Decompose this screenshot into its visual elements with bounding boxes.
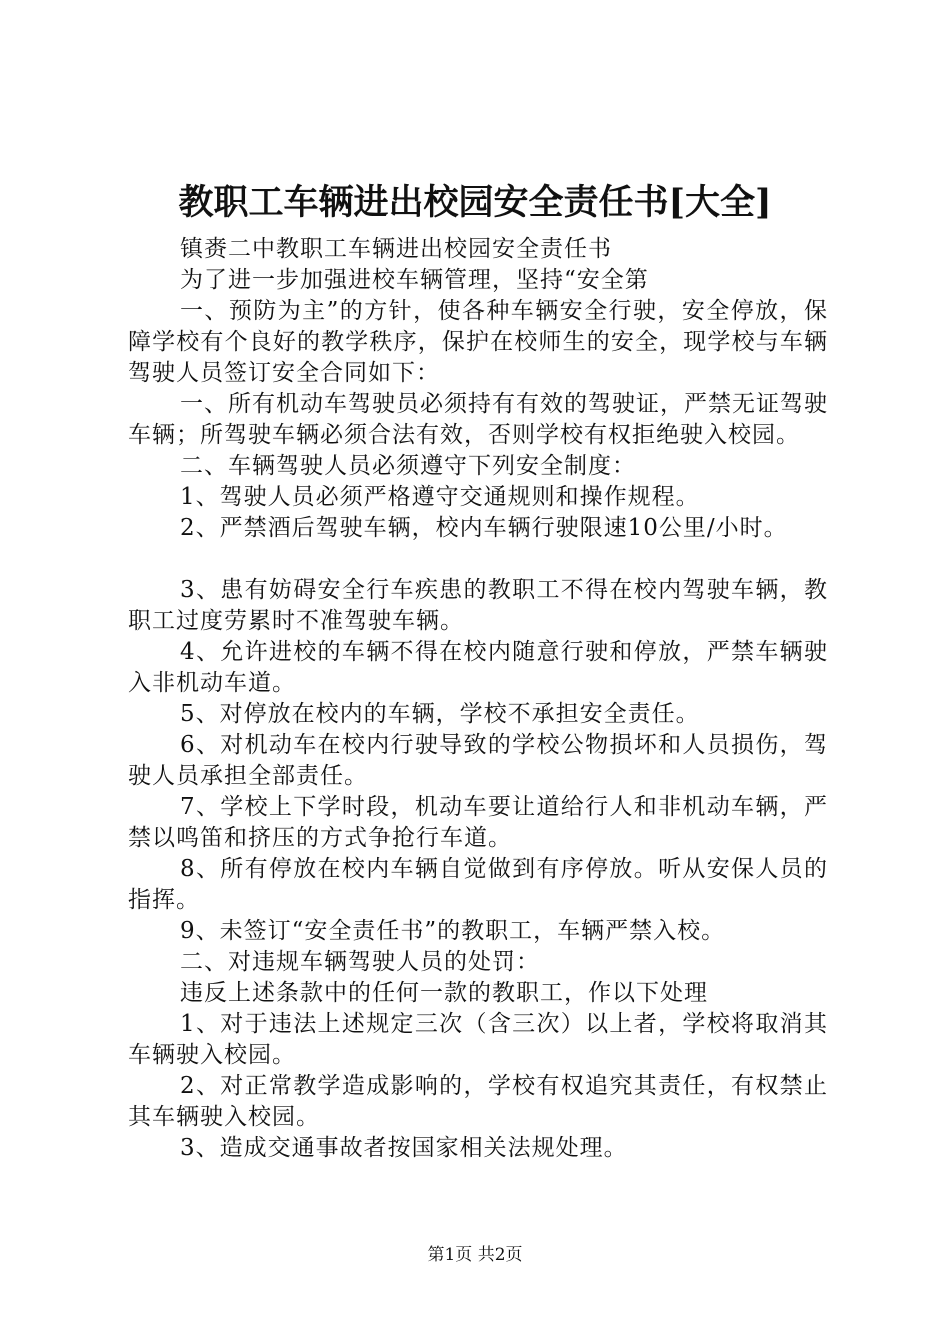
paragraph: 4、允许进校的车辆不得在校内随意行驶和停放，严禁车辆驶入非机动车道。	[128, 639, 828, 696]
paragraph: 9、未签订“安全责任书”的教职工，车辆严禁入校。	[180, 918, 726, 944]
document-body	[128, 234, 828, 1164]
paragraph: 2、对正常教学造成影响的，学校有权追究其责任，有权禁止其车辆驶入校园。	[128, 1073, 828, 1130]
paragraph: 5、对停放在校内的车辆，学校不承担安全责任。	[180, 701, 700, 727]
paragraph: 1、驾驶人员必须严格遵守交通规则和操作规程。	[180, 484, 700, 510]
paragraph: 8、所有停放在校内车辆自觉做到有序停放。听从安保人员的指挥。	[128, 856, 828, 913]
paragraph: 一、所有机动车驾驶员必须持有有效的驾驶证，严禁无证驾驶车辆；所驾驶车辆必须合法有效，否则学校有权拒绝驶入校园。	[128, 391, 828, 448]
paragraph: 7、学校上下学时段，机动车要让道给行人和非机动车辆，严禁以鸣笛和挤压的方式争抢行车道。	[128, 794, 828, 851]
paragraph: 为了进一步加强进校车辆管理，坚持“安全第	[180, 267, 649, 293]
paragraph: 二、车辆驾驶人员必须遵守下列安全制度：	[180, 453, 636, 479]
paragraph: 6、对机动车在校内行驶导致的学校公物损坏和人员损伤，驾驶人员承担全部责任。	[128, 732, 828, 789]
paragraph: 违反上述条款中的任何一款的教职工，作以下处理	[180, 980, 708, 1006]
paragraph: 镇赉二中教职工车辆进出校园安全责任书	[180, 236, 612, 262]
paragraph: 3、患有妨碍安全行车疾患的教职工不得在校内驾驶车辆，教职工过度劳累时不准驾驶车辆。	[128, 577, 828, 634]
document-title: 教职工车辆进出校园安全责任书[大全]	[178, 182, 772, 223]
paragraph: 3、造成交通事故者按国家相关法规处理。	[180, 1135, 628, 1161]
paragraph: 2、严禁酒后驾驶车辆，校内车辆行驶限速10公里/小时。	[180, 515, 788, 541]
page-footer: 第1页 共2页	[427, 1245, 523, 1265]
paragraph: 二、对违规车辆驾驶人员的处罚：	[180, 949, 540, 975]
paragraph: 一、预防为主”的方针，使各种车辆安全行驶，安全停放，保障学校有个良好的教学秩序，保护在校师生的安全，现学校与车辆驾驶人员签订安全合同如下：	[128, 298, 828, 386]
paragraph: 1、对于违法上述规定三次（含三次）以上者，学校将取消其车辆驶入校园。	[128, 1011, 828, 1068]
